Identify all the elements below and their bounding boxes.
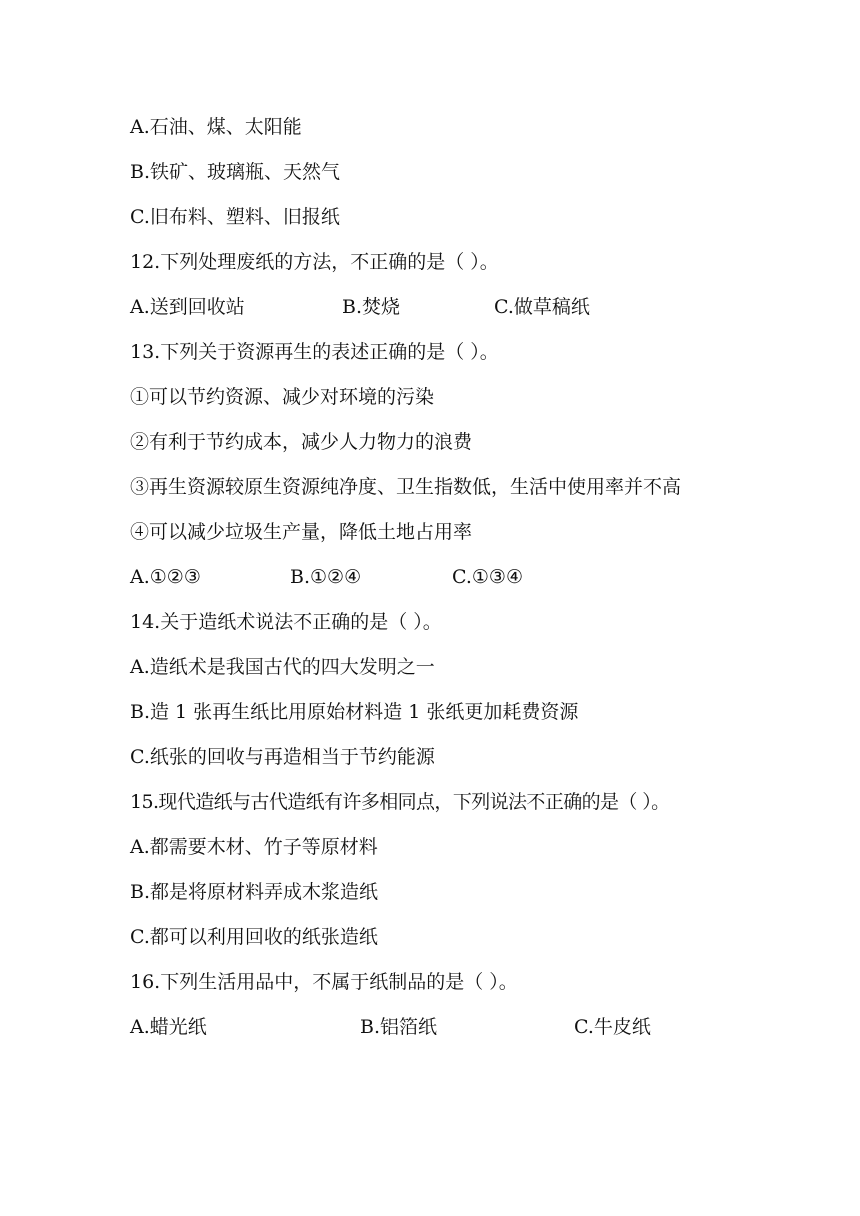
q14-option-c: C.纸张的回收与再造相当于节约能源 <box>130 746 435 768</box>
q15-option-b: B.都是将原材料弄成木浆造纸 <box>130 881 379 903</box>
q13-question: 13.下列关于资源再生的表述正确的是（ ）。 <box>130 341 499 363</box>
q15-question: 15.现代造纸与古代造纸有许多相同点，下列说法不正确的是（ ）。 <box>130 791 670 813</box>
q13-option-c: C.①③④ <box>452 566 523 588</box>
q15-option-a: A.都需要木材、竹子等原材料 <box>130 836 378 858</box>
q13-statement-2: ②有利于节约成本，减少人力物力的浪费 <box>130 431 473 453</box>
q12-option-b: B.焚烧 <box>342 296 401 318</box>
q15-option-c: C.都可以利用回收的纸张造纸 <box>130 926 378 948</box>
q12-question: 12.下列处理废纸的方法，不正确的是（ ）。 <box>130 251 499 273</box>
q13-statement-3: ③再生资源较原生资源纯净度、卫生指数低，生活中使用率并不高 <box>130 476 682 498</box>
q12-options-row <box>130 293 730 321</box>
q13-options-row <box>130 563 730 591</box>
q12-option-a: A.送到回收站 <box>130 296 245 318</box>
q16-question: 16.下列生活用品中，不属于纸制品的是（ ）。 <box>130 971 518 993</box>
q11-option-b: B.铁矿、玻璃瓶、天然气 <box>130 161 341 183</box>
q16-option-a: A.蜡光纸 <box>130 1016 207 1038</box>
q14-question: 14.关于造纸术说法不正确的是（ ）。 <box>130 611 442 633</box>
q16-option-b: B.铝箔纸 <box>360 1016 438 1038</box>
q16-options-row <box>130 1013 730 1041</box>
q13-statement-1: ①可以节约资源、减少对环境的污染 <box>130 386 435 408</box>
q16-option-c: C.牛皮纸 <box>574 1016 651 1038</box>
q11-option-c: C.旧布料、塑料、旧报纸 <box>130 206 340 228</box>
q13-option-b: B.①②④ <box>290 566 362 588</box>
q12-option-c: C.做草稿纸 <box>494 296 590 318</box>
q13-statement-4: ④可以减少垃圾生产量，降低土地占用率 <box>130 521 473 543</box>
q14-option-b: B.造 1 张再生纸比用原始材料造 1 张纸更加耗费资源 <box>130 701 579 723</box>
q14-option-a: A.造纸术是我国古代的四大发明之一 <box>130 656 435 678</box>
q11-option-a: A.石油、煤、太阳能 <box>130 116 302 138</box>
q13-option-a: A.①②③ <box>130 566 201 588</box>
